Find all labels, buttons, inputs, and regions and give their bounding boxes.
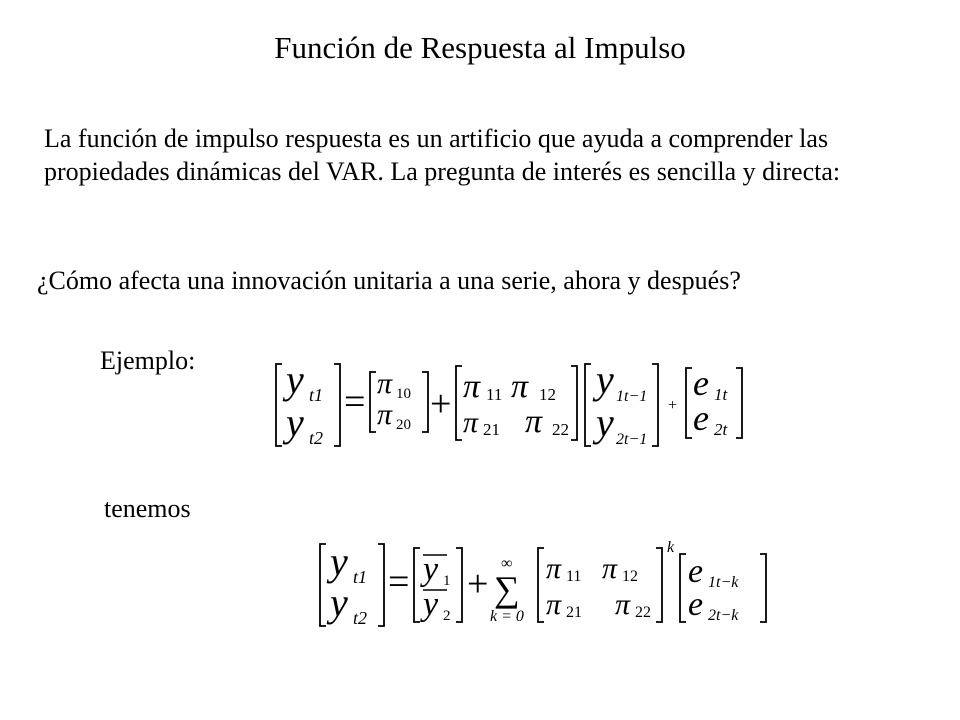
math-symbol: 2t: [714, 420, 728, 439]
math-symbol: y: [423, 586, 439, 623]
matrix-bracket: [334, 364, 340, 446]
eq1-lag-vector: [585, 357, 658, 448]
math-symbol: 20: [396, 417, 411, 433]
math-symbol: π: [377, 398, 393, 431]
math-symbol: 12: [539, 385, 556, 404]
matrix-bracket: [652, 364, 658, 446]
math-symbol: 1t−k: [708, 574, 739, 591]
matrix-bracket: [456, 548, 462, 622]
math-symbol: t1: [309, 385, 324, 405]
math-symbol: y: [330, 539, 348, 584]
matrix-bracket: [736, 368, 742, 438]
eq1-small-plus-sign: +: [668, 397, 678, 414]
eq2-equals-sign: =: [388, 561, 410, 603]
math-symbol: e: [688, 553, 704, 590]
eq1-plus-sign: +: [430, 383, 452, 425]
math-symbol: e: [693, 363, 709, 403]
matrix-bracket: [320, 544, 326, 626]
matrix-bracket: [656, 548, 662, 622]
math-symbol: t1: [353, 567, 368, 587]
eq2-error-vector: [680, 553, 766, 624]
matrix-bracket: [571, 366, 577, 440]
math-symbol: 2t−1: [616, 431, 648, 448]
math-symbol: k = 0: [490, 608, 524, 625]
math-symbol: 1t−1: [616, 388, 648, 405]
matrix-bracket: [760, 554, 766, 622]
math-symbol: 2: [443, 608, 451, 624]
math-symbol: ∑: [494, 569, 520, 609]
math-symbol: 2t−k: [708, 607, 739, 624]
matrix-bracket: [378, 544, 384, 626]
eq2-coefficient-matrix: [538, 548, 662, 622]
eq1-coefficient-matrix: [456, 366, 577, 440]
matrix-bracket: [585, 364, 591, 446]
example-label: Ejemplo:: [100, 346, 196, 375]
matrix-bracket: [686, 368, 692, 438]
eq1-error-vector: [686, 363, 742, 439]
power-k: k: [667, 539, 675, 556]
math-symbol: 1t: [714, 385, 728, 404]
math-symbol: 11: [486, 385, 503, 404]
page-title: Función de Respuesta al Impulso: [274, 30, 686, 65]
math-symbol: 1: [443, 573, 451, 589]
tenemos-label: tenemos: [104, 494, 191, 523]
summation-symbol: [490, 555, 524, 625]
math-symbol: y: [286, 357, 304, 402]
math-symbol: t2: [353, 608, 368, 628]
math-symbol: 21: [483, 420, 500, 439]
math-symbol: 21: [566, 604, 582, 621]
math-symbol: t2: [309, 428, 324, 448]
question-text: ¿Cómo afecta una innovación unitaria a una serie, ahora y después?: [37, 266, 741, 295]
math-symbol: y: [596, 400, 614, 445]
matrix-bracket: [680, 554, 686, 622]
eq1-intercept-vector: [370, 367, 428, 433]
math-symbol: 11: [566, 568, 582, 585]
math-symbol: 10: [396, 386, 411, 402]
matrix-bracket: [276, 364, 282, 446]
eq2-lhs-vector: [320, 539, 384, 628]
math-symbol: y: [596, 357, 614, 402]
math-symbol: π: [525, 403, 543, 440]
math-symbol: 12: [622, 568, 638, 585]
math-symbol: y: [423, 551, 439, 588]
intro-paragraph: La función de impulso respuesta es un artificio que ayuda a comprender las propiedades dinámicas del VAR. La pregunta de interés es sencilla y directa:: [44, 124, 841, 186]
eq2-mean-vector: [414, 548, 462, 624]
matrix-bracket: [414, 548, 420, 622]
eq1-lhs-vector: [276, 357, 340, 448]
math-symbol: π: [463, 406, 479, 439]
matrix-bracket: [370, 372, 376, 432]
math-symbol: π: [377, 367, 393, 400]
matrix-bracket: [422, 372, 428, 432]
math-symbol: y: [330, 580, 348, 625]
equation-var-example: [276, 357, 742, 448]
math-symbol: π: [463, 368, 481, 405]
math-symbol: π: [546, 552, 562, 585]
math-symbol: π: [615, 588, 631, 621]
math-symbol: 22: [552, 420, 569, 439]
matrix-bracket: [538, 548, 544, 622]
eq1-equals-sign: =: [344, 381, 366, 423]
math-symbol: 22: [635, 604, 651, 621]
math-symbol: e: [688, 586, 704, 623]
math-symbol: e: [693, 398, 709, 438]
math-symbol: ∞: [501, 555, 513, 572]
math-symbol: y: [286, 400, 304, 445]
equation-impulse-response: [320, 539, 766, 628]
matrix-bracket: [456, 366, 462, 440]
eq2-plus-sign: +: [467, 563, 489, 605]
math-symbol: π: [602, 552, 618, 585]
math-symbol: π: [511, 368, 529, 405]
math-symbol: π: [546, 588, 562, 621]
